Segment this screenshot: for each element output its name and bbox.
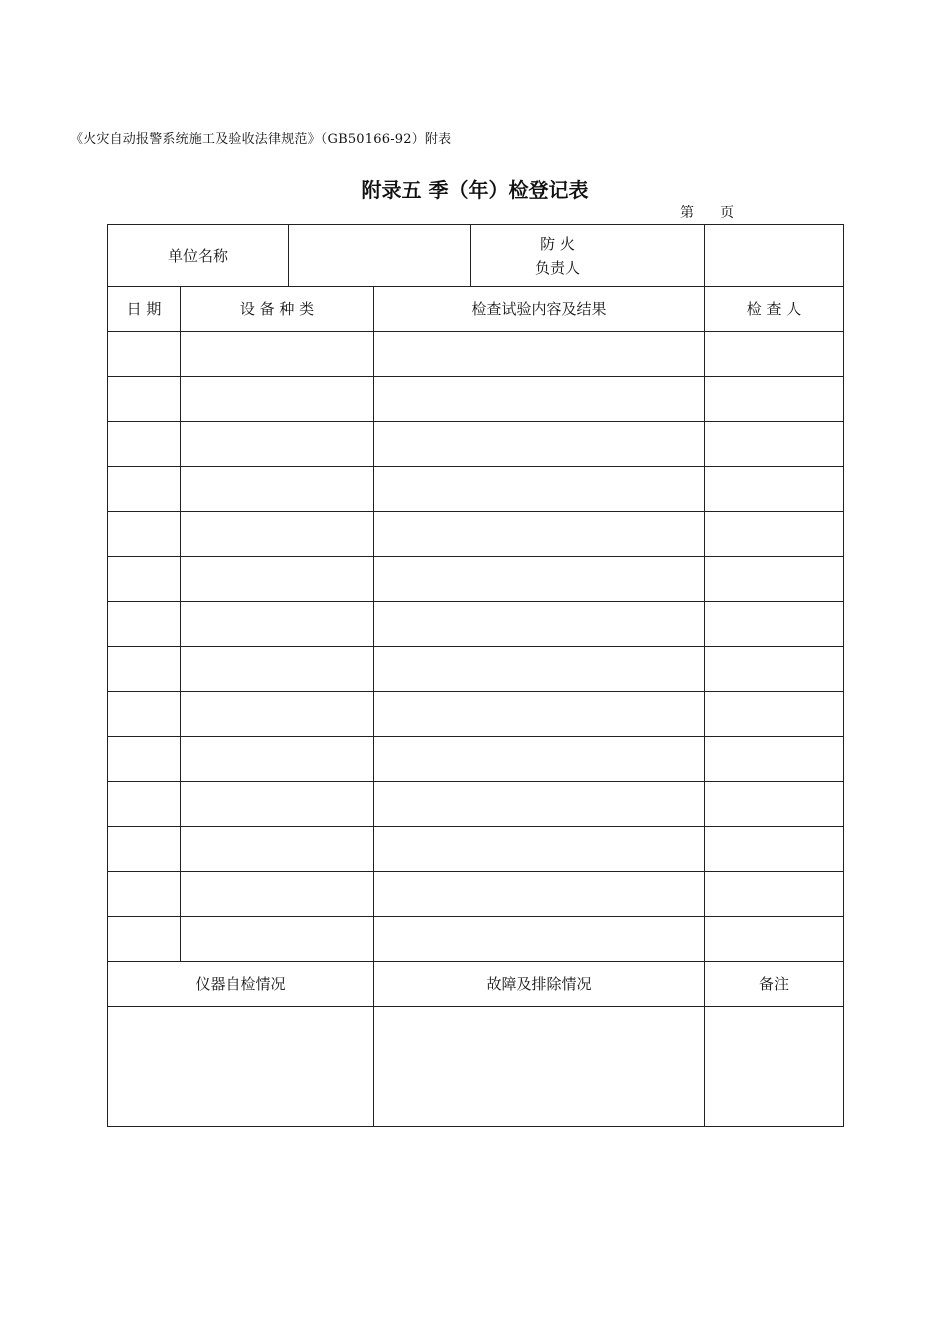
header-row	[108, 225, 844, 287]
equipment-type-cell[interactable]	[181, 872, 374, 917]
equipment-type-cell[interactable]	[181, 737, 374, 782]
date-cell[interactable]	[108, 512, 181, 557]
inspector-cell[interactable]	[705, 692, 844, 737]
fault-field[interactable]	[374, 1007, 705, 1127]
col-inspector: 检 查 人	[705, 287, 844, 332]
col-inspection-content: 检查试验内容及结果	[374, 287, 705, 332]
inspection-content-cell[interactable]	[374, 692, 705, 737]
inspector-cell[interactable]	[705, 377, 844, 422]
equipment-type-cell[interactable]	[181, 332, 374, 377]
table-row	[108, 737, 844, 782]
date-cell[interactable]	[108, 872, 181, 917]
table-row	[108, 377, 844, 422]
equipment-type-cell[interactable]	[181, 512, 374, 557]
date-cell[interactable]	[108, 827, 181, 872]
inspector-cell[interactable]	[705, 602, 844, 647]
fault-label: 故障及排除情况	[374, 962, 705, 1007]
inspection-content-cell[interactable]	[374, 827, 705, 872]
inspection-content-cell[interactable]	[374, 422, 705, 467]
table-row	[108, 602, 844, 647]
inspector-cell[interactable]	[705, 872, 844, 917]
date-cell[interactable]	[108, 602, 181, 647]
inspector-cell[interactable]	[705, 557, 844, 602]
inspection-content-cell[interactable]	[374, 737, 705, 782]
footer-header-row	[108, 962, 844, 1007]
equipment-type-cell[interactable]	[181, 602, 374, 647]
remarks-field[interactable]	[705, 1007, 844, 1127]
equipment-type-cell[interactable]	[181, 557, 374, 602]
inspection-content-cell[interactable]	[374, 512, 705, 557]
page-number	[680, 202, 734, 222]
inspector-cell[interactable]	[705, 782, 844, 827]
inspection-content-cell[interactable]	[374, 602, 705, 647]
inspector-cell[interactable]	[705, 467, 844, 512]
col-date: 日 期	[108, 287, 181, 332]
date-cell[interactable]	[108, 782, 181, 827]
page-prefix: 第	[680, 205, 694, 221]
table-row	[108, 782, 844, 827]
fire-officer-label	[471, 225, 705, 287]
equipment-type-cell[interactable]	[181, 782, 374, 827]
column-header-row	[108, 287, 844, 332]
fire-label-line2: 负责人	[535, 258, 581, 277]
table-row	[108, 467, 844, 512]
inspector-cell[interactable]	[705, 512, 844, 557]
date-cell[interactable]	[108, 557, 181, 602]
fire-officer-field[interactable]	[705, 225, 844, 287]
form-title: 附录五 季（年）检登记表	[361, 178, 589, 202]
footer-row	[108, 1007, 844, 1127]
col-equipment-type: 设 备 种 类	[181, 287, 374, 332]
table-row	[108, 512, 844, 557]
equipment-type-cell[interactable]	[181, 647, 374, 692]
page-suffix: 页	[720, 205, 734, 221]
table-row	[108, 647, 844, 692]
date-cell[interactable]	[108, 917, 181, 962]
inspection-content-cell[interactable]	[374, 647, 705, 692]
inspector-cell[interactable]	[705, 827, 844, 872]
equipment-type-cell[interactable]	[181, 467, 374, 512]
self-check-field[interactable]	[108, 1007, 374, 1127]
unit-name-label: 单位名称	[108, 225, 289, 287]
equipment-type-cell[interactable]	[181, 692, 374, 737]
date-cell[interactable]	[108, 647, 181, 692]
equipment-type-cell[interactable]	[181, 377, 374, 422]
equipment-type-cell[interactable]	[181, 917, 374, 962]
inspection-content-cell[interactable]	[374, 557, 705, 602]
inspection-content-cell[interactable]	[374, 917, 705, 962]
table-row	[108, 872, 844, 917]
inspector-cell[interactable]	[705, 332, 844, 377]
inspector-cell[interactable]	[705, 917, 844, 962]
inspection-table	[107, 224, 844, 1127]
date-cell[interactable]	[108, 692, 181, 737]
fire-label-line1: 防 火	[540, 234, 575, 253]
date-cell[interactable]	[108, 467, 181, 512]
table-row	[108, 557, 844, 602]
equipment-type-cell[interactable]	[181, 422, 374, 467]
remarks-label: 备注	[705, 962, 844, 1007]
table-row	[108, 917, 844, 962]
table-row	[108, 332, 844, 377]
date-cell[interactable]	[108, 737, 181, 782]
inspection-content-cell[interactable]	[374, 872, 705, 917]
inspection-content-cell[interactable]	[374, 332, 705, 377]
source-note: 《火灾自动报警系统施工及验收法律规范》（GB50166-92）附表	[70, 132, 452, 147]
date-cell[interactable]	[108, 422, 181, 467]
inspection-content-cell[interactable]	[374, 782, 705, 827]
self-check-label: 仪器自检情况	[108, 962, 374, 1007]
table-row	[108, 827, 844, 872]
equipment-type-cell[interactable]	[181, 827, 374, 872]
inspection-content-cell[interactable]	[374, 467, 705, 512]
inspector-cell[interactable]	[705, 647, 844, 692]
table-row	[108, 692, 844, 737]
unit-name-field[interactable]	[289, 225, 471, 287]
table-row	[108, 422, 844, 467]
date-cell[interactable]	[108, 377, 181, 422]
inspection-content-cell[interactable]	[374, 377, 705, 422]
inspector-cell[interactable]	[705, 737, 844, 782]
inspector-cell[interactable]	[705, 422, 844, 467]
date-cell[interactable]	[108, 332, 181, 377]
